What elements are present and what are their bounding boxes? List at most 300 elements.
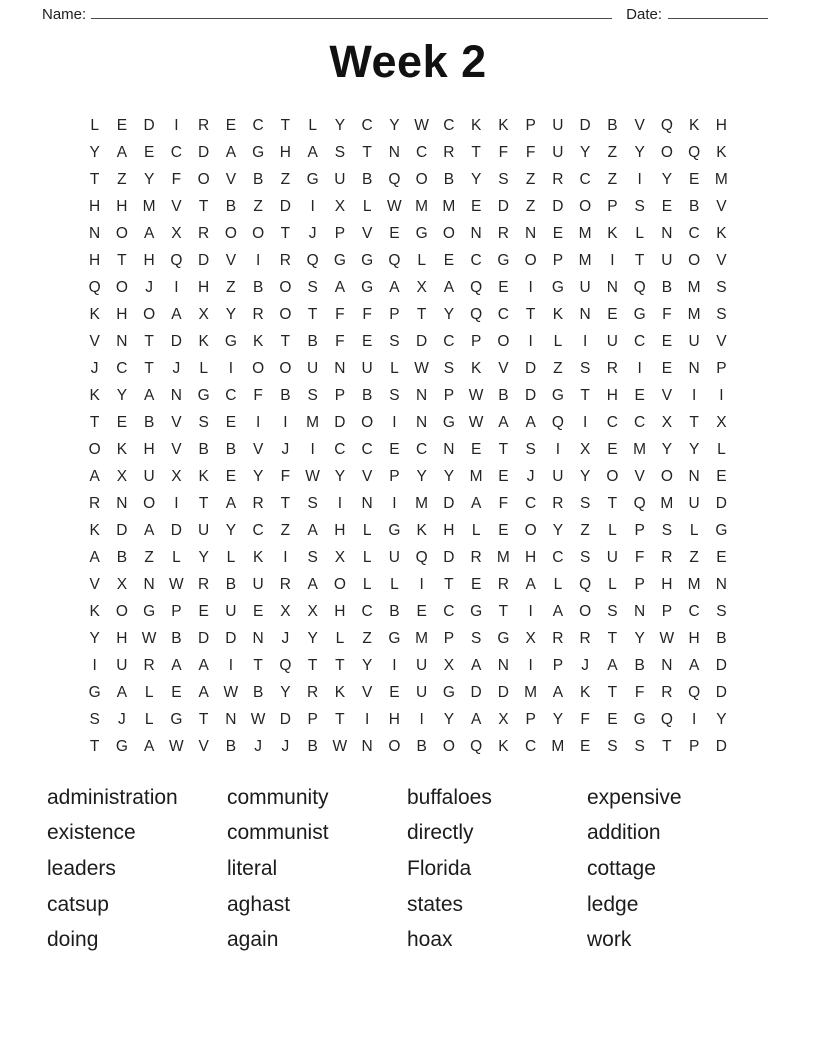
grid-letter: W <box>414 116 429 134</box>
grid-letter: I <box>283 413 288 431</box>
grid-letter: P <box>634 521 645 539</box>
grid-letter: N <box>225 710 237 728</box>
grid-letter: G <box>633 305 646 323</box>
grid-letter: T <box>253 656 263 674</box>
grid-letter: G <box>415 224 428 242</box>
grid-letter: N <box>661 224 673 242</box>
grid-letter: S <box>389 332 400 350</box>
grid-letter: B <box>225 737 237 755</box>
grid-letter: C <box>443 602 455 620</box>
grid-letter: U <box>552 467 564 485</box>
grid-letter: M <box>415 629 429 647</box>
grid-letter: E <box>498 521 509 539</box>
grid-letter: H <box>688 629 700 647</box>
grid-letter: O <box>524 521 537 539</box>
grid-letter: X <box>116 467 128 485</box>
grid-letter: B <box>171 629 182 647</box>
grid-letter: L <box>608 575 617 593</box>
grid-letter: V <box>198 737 209 755</box>
grid-letter: X <box>416 278 427 296</box>
grid-letter: Q <box>279 656 292 674</box>
grid-letter: S <box>716 305 727 323</box>
grid-letter: Y <box>579 467 591 485</box>
grid-letter: G <box>551 386 564 404</box>
grid-letter: E <box>661 359 673 377</box>
grid-letter: D <box>715 683 727 701</box>
grid-letter: O <box>252 359 265 377</box>
grid-letter: J <box>308 224 317 242</box>
grid-letter: D <box>715 656 727 674</box>
grid-letter: O <box>115 224 128 242</box>
grid-letter: I <box>310 440 315 458</box>
grid-letter: N <box>715 575 727 593</box>
grid-letter: X <box>171 224 182 242</box>
grid-letter: A <box>498 413 509 431</box>
grid-letter: A <box>116 683 128 701</box>
name-fill-line <box>91 4 612 19</box>
grid-letter: O <box>442 224 455 242</box>
grid-letter: H <box>198 278 210 296</box>
grid-letter: A <box>334 278 346 296</box>
grid-letter: Q <box>551 413 564 431</box>
grid-letter: Y <box>470 170 482 188</box>
grid-letter: T <box>634 251 645 269</box>
grid-letter: C <box>416 440 428 458</box>
word-item: Florida <box>407 856 472 880</box>
grid-letter: B <box>361 386 373 404</box>
grid-letter: Y <box>280 683 291 701</box>
grid-letter: E <box>225 116 237 134</box>
grid-letter: L <box>199 359 208 377</box>
grid-letter: E <box>634 386 645 404</box>
word-item: aghast <box>227 892 291 916</box>
grid-letter: P <box>334 224 346 242</box>
grid-letter: W <box>223 683 239 701</box>
grid-letter: Y <box>89 629 100 647</box>
grid-letter: A <box>198 656 209 674</box>
grid-letter: C <box>525 494 537 512</box>
grid-letter: G <box>170 710 183 728</box>
grid-letter: I <box>528 278 533 296</box>
grid-letter: W <box>387 197 402 215</box>
grid-letter: M <box>714 170 728 188</box>
grid-letter: C <box>688 224 700 242</box>
grid-letter: P <box>443 386 455 404</box>
grid-letter: N <box>416 386 428 404</box>
grid-letter: W <box>169 575 184 593</box>
grid-letter: U <box>225 602 237 620</box>
grid-letter: G <box>442 683 455 701</box>
grid-letter: E <box>661 332 673 350</box>
grid-letter: O <box>224 224 237 242</box>
grid-letter: V <box>89 575 100 593</box>
grid-letter: E <box>607 305 618 323</box>
grid-letter: G <box>361 251 374 269</box>
grid-letter: B <box>307 737 318 755</box>
grid-letter: M <box>633 440 647 458</box>
grid-letter: P <box>716 359 727 377</box>
grid-letter: L <box>144 710 154 728</box>
grid-letter: C <box>497 305 509 323</box>
grid-letter: C <box>361 440 373 458</box>
grid-letter: A <box>143 521 155 539</box>
grid-letter: S <box>470 629 482 647</box>
grid-letter: T <box>198 710 209 728</box>
grid-letter: A <box>443 278 455 296</box>
grid-letter: E <box>252 602 264 620</box>
grid-letter: L <box>362 548 372 566</box>
grid-letter: T <box>117 251 127 269</box>
word-item: states <box>407 892 464 916</box>
grid-letter: Q <box>470 305 483 323</box>
grid-letter: K <box>688 116 700 134</box>
grid-letter: X <box>498 710 509 728</box>
grid-letter: S <box>443 359 455 377</box>
grid-letter: H <box>89 251 101 269</box>
grid-letter: K <box>198 332 209 350</box>
grid-letter: E <box>716 548 727 566</box>
grid-letter: R <box>661 548 673 566</box>
grid-letter: Z <box>580 521 590 539</box>
grid-letter: G <box>633 710 646 728</box>
grid-letter: T <box>471 143 481 161</box>
grid-letter: F <box>634 683 645 701</box>
grid-letter: X <box>443 656 455 674</box>
grid-letter: O <box>688 251 701 269</box>
grid-letter: M <box>496 548 510 566</box>
grid-letter: Y <box>661 170 673 188</box>
grid-letter: E <box>171 683 182 701</box>
grid-letter: S <box>307 494 318 512</box>
word-item: doing <box>47 928 99 952</box>
grid-letter: Q <box>633 494 646 512</box>
grid-letter: T <box>89 413 100 431</box>
grid-letter: B <box>143 413 155 431</box>
grid-letter: O <box>361 413 374 431</box>
grid-letter: N <box>361 494 373 512</box>
word-item: addition <box>587 821 661 845</box>
grid-letter: X <box>661 413 673 431</box>
grid-letter: E <box>198 602 209 620</box>
grid-letter: B <box>307 332 318 350</box>
grid-letter: L <box>390 359 399 377</box>
grid-letter: Q <box>170 251 183 269</box>
grid-letter: U <box>606 332 618 350</box>
grid-letter: X <box>525 629 536 647</box>
grid-letter: X <box>198 305 209 323</box>
grid-letter: Y <box>443 467 455 485</box>
grid-letter: W <box>468 413 484 431</box>
grid-letter: I <box>582 413 588 431</box>
grid-letter: V <box>361 467 373 485</box>
grid-letter: B <box>361 170 373 188</box>
grid-letter: D <box>170 521 182 539</box>
grid-letter: T <box>607 494 618 512</box>
grid-letter: D <box>715 494 727 512</box>
grid-letter: E <box>607 710 618 728</box>
grid-letter: O <box>333 575 346 593</box>
grid-letter: B <box>634 656 645 674</box>
grid-letter: F <box>525 143 536 161</box>
grid-letter: A <box>307 575 318 593</box>
grid-letter: Z <box>689 548 699 566</box>
grid-letter: G <box>361 278 374 296</box>
grid-letter: A <box>552 602 564 620</box>
grid-letter: C <box>443 332 455 350</box>
grid-letter: A <box>171 656 182 674</box>
word-search-grid <box>81 112 735 760</box>
grid-letter: M <box>551 737 565 755</box>
grid-letter: F <box>280 467 291 485</box>
grid-letter: D <box>198 629 210 647</box>
grid-letter: O <box>660 467 673 485</box>
grid-letter: L <box>308 116 317 134</box>
grid-letter: G <box>252 143 265 161</box>
grid-letter: D <box>443 548 455 566</box>
grid-letter: Y <box>361 656 373 674</box>
grid-letter: K <box>89 602 100 620</box>
grid-letter: X <box>334 548 346 566</box>
grid-letter: O <box>279 359 292 377</box>
word-item: ledge <box>587 892 639 916</box>
grid-letter: A <box>143 224 155 242</box>
grid-letter: V <box>361 683 373 701</box>
grid-letter: F <box>171 170 182 188</box>
grid-letter: P <box>607 197 618 215</box>
grid-letter: D <box>443 494 455 512</box>
grid-letter: K <box>470 359 482 377</box>
grid-letter: I <box>92 656 97 674</box>
grid-letter: Z <box>607 143 618 161</box>
word-item: existence <box>47 821 136 845</box>
grid-letter: R <box>552 170 564 188</box>
word-item: expensive <box>587 785 682 809</box>
grid-letter: Q <box>633 278 646 296</box>
grid-letter: C <box>470 251 482 269</box>
grid-letter: Z <box>280 521 291 539</box>
grid-letter: F <box>362 305 372 323</box>
grid-letter: Q <box>660 710 673 728</box>
grid-letter: E <box>116 116 128 134</box>
grid-letter: Z <box>144 548 154 566</box>
grid-letter: K <box>498 116 509 134</box>
grid-letter: H <box>661 575 673 593</box>
grid-letter: T <box>280 494 291 512</box>
grid-letter: O <box>524 251 537 269</box>
grid-letter: L <box>635 224 644 242</box>
grid-letter: T <box>607 629 618 647</box>
grid-letter: D <box>715 737 727 755</box>
grid-letter: I <box>310 197 315 215</box>
grid-letter: Q <box>388 251 401 269</box>
grid-letter: C <box>361 116 373 134</box>
grid-letter: E <box>716 467 727 485</box>
grid-letter: Q <box>688 143 701 161</box>
word-item: work <box>587 928 632 952</box>
word-item: directly <box>407 821 474 845</box>
grid-letter: K <box>116 440 128 458</box>
grid-letter: A <box>116 143 128 161</box>
grid-letter: T <box>144 332 154 350</box>
grid-letter: Y <box>634 143 645 161</box>
grid-letter: L <box>335 629 345 647</box>
grid-letter: Y <box>225 305 237 323</box>
grid-letter: C <box>634 332 646 350</box>
grid-letter: B <box>252 683 264 701</box>
grid-letter: D <box>279 197 291 215</box>
word-item: hoax <box>407 928 453 952</box>
grid-letter: N <box>116 332 128 350</box>
grid-letter: P <box>525 116 536 134</box>
grid-letter: K <box>89 521 100 539</box>
name-label: Name: <box>42 6 87 23</box>
grid-letter: H <box>116 197 128 215</box>
grid-letter: R <box>606 359 618 377</box>
grid-letter: T <box>307 305 318 323</box>
grid-letter: R <box>307 683 319 701</box>
grid-letter: N <box>416 413 428 431</box>
grid-letter: K <box>252 548 264 566</box>
grid-letter: O <box>143 494 156 512</box>
grid-letter: O <box>197 170 210 188</box>
grid-letter: T <box>498 602 509 620</box>
grid-letter: U <box>688 332 700 350</box>
grid-letter: W <box>250 710 266 728</box>
grid-letter: R <box>497 575 509 593</box>
grid-letter: R <box>552 629 564 647</box>
grid-letter: B <box>389 602 400 620</box>
grid-letter: D <box>470 683 482 701</box>
grid-letter: J <box>118 710 126 728</box>
grid-letter: M <box>687 575 701 593</box>
grid-letter: Z <box>525 170 536 188</box>
grid-letter: E <box>389 224 400 242</box>
grid-letter: Y <box>552 521 564 539</box>
grid-letter: O <box>497 332 510 350</box>
grid-letter: N <box>116 494 128 512</box>
grid-letter: I <box>174 278 179 296</box>
grid-letter: L <box>362 521 372 539</box>
grid-letter: I <box>337 494 343 512</box>
grid-letter: Y <box>416 467 427 485</box>
grid-letter: D <box>170 332 182 350</box>
grid-letter: L <box>362 575 372 593</box>
grid-letter: T <box>444 575 454 593</box>
grid-letter: M <box>415 197 429 215</box>
grid-letter: V <box>225 251 237 269</box>
grid-letter: Y <box>443 710 455 728</box>
grid-letter: M <box>306 413 320 431</box>
grid-letter: Y <box>634 629 645 647</box>
grid-letter: G <box>497 629 510 647</box>
grid-letter: F <box>498 494 509 512</box>
grid-letter: Y <box>688 440 700 458</box>
grid-letter: V <box>171 413 182 431</box>
grid-letter: X <box>171 467 182 485</box>
grid-letter: A <box>552 683 564 701</box>
grid-letter: S <box>607 737 618 755</box>
grid-letter: F <box>662 305 672 323</box>
grid-letter: L <box>471 521 481 539</box>
grid-letter: A <box>470 494 482 512</box>
grid-letter: Q <box>688 683 701 701</box>
grid-letter: L <box>717 440 726 458</box>
grid-letter: U <box>361 359 373 377</box>
grid-letter: O <box>442 737 455 755</box>
grid-letter: P <box>552 251 564 269</box>
grid-letter: P <box>552 656 564 674</box>
grid-letter: E <box>225 467 237 485</box>
grid-letter: H <box>388 710 400 728</box>
grid-letter: R <box>198 575 210 593</box>
grid-letter: V <box>661 386 673 404</box>
grid-letter: D <box>143 116 155 134</box>
word-list <box>47 780 767 958</box>
grid-letter: T <box>335 710 345 728</box>
grid-letter: V <box>634 116 645 134</box>
grid-letter: R <box>579 629 591 647</box>
grid-letter: C <box>361 602 373 620</box>
grid-letter: K <box>716 143 727 161</box>
grid-letter: C <box>252 116 264 134</box>
grid-letter: Y <box>198 548 209 566</box>
grid-letter: K <box>252 332 264 350</box>
grid-letter: M <box>687 278 701 296</box>
grid-letter: S <box>634 197 645 215</box>
grid-letter: I <box>392 494 397 512</box>
grid-letter: S <box>198 413 209 431</box>
grid-letter: B <box>416 737 427 755</box>
grid-letter: M <box>442 197 456 215</box>
grid-letter: A <box>198 683 209 701</box>
grid-letter: W <box>468 386 484 404</box>
grid-letter: H <box>143 251 155 269</box>
grid-letter: G <box>551 278 564 296</box>
grid-letter: W <box>414 359 429 377</box>
word-item: literal <box>227 856 278 880</box>
grid-letter: U <box>552 143 564 161</box>
grid-letter: B <box>498 386 509 404</box>
grid-letter: O <box>279 305 292 323</box>
grid-letter: B <box>198 440 209 458</box>
grid-letter: J <box>281 440 290 458</box>
grid-letter: T <box>689 413 699 431</box>
grid-letter: Q <box>88 278 101 296</box>
grid-letter: U <box>116 656 128 674</box>
grid-letter: J <box>281 737 290 755</box>
grid-letter: S <box>307 278 318 296</box>
grid-letter: N <box>143 575 155 593</box>
grid-letter: Y <box>252 467 264 485</box>
grid-letter: T <box>525 305 536 323</box>
grid-letter: E <box>416 602 427 620</box>
grid-letter: V <box>716 197 727 215</box>
grid-letter: E <box>470 440 482 458</box>
grid-letter: A <box>225 494 237 512</box>
grid-letter: R <box>279 251 291 269</box>
grid-letter: I <box>392 656 397 674</box>
grid-letter: I <box>528 332 533 350</box>
grid-letter: Y <box>334 467 346 485</box>
grid-letter: I <box>610 251 615 269</box>
grid-letter: G <box>306 170 319 188</box>
grid-letter: A <box>525 413 536 431</box>
grid-letter: N <box>388 143 400 161</box>
grid-letter: F <box>634 548 645 566</box>
grid-letter: V <box>498 359 509 377</box>
grid-letter: G <box>497 251 510 269</box>
grid-letter: K <box>89 386 100 404</box>
